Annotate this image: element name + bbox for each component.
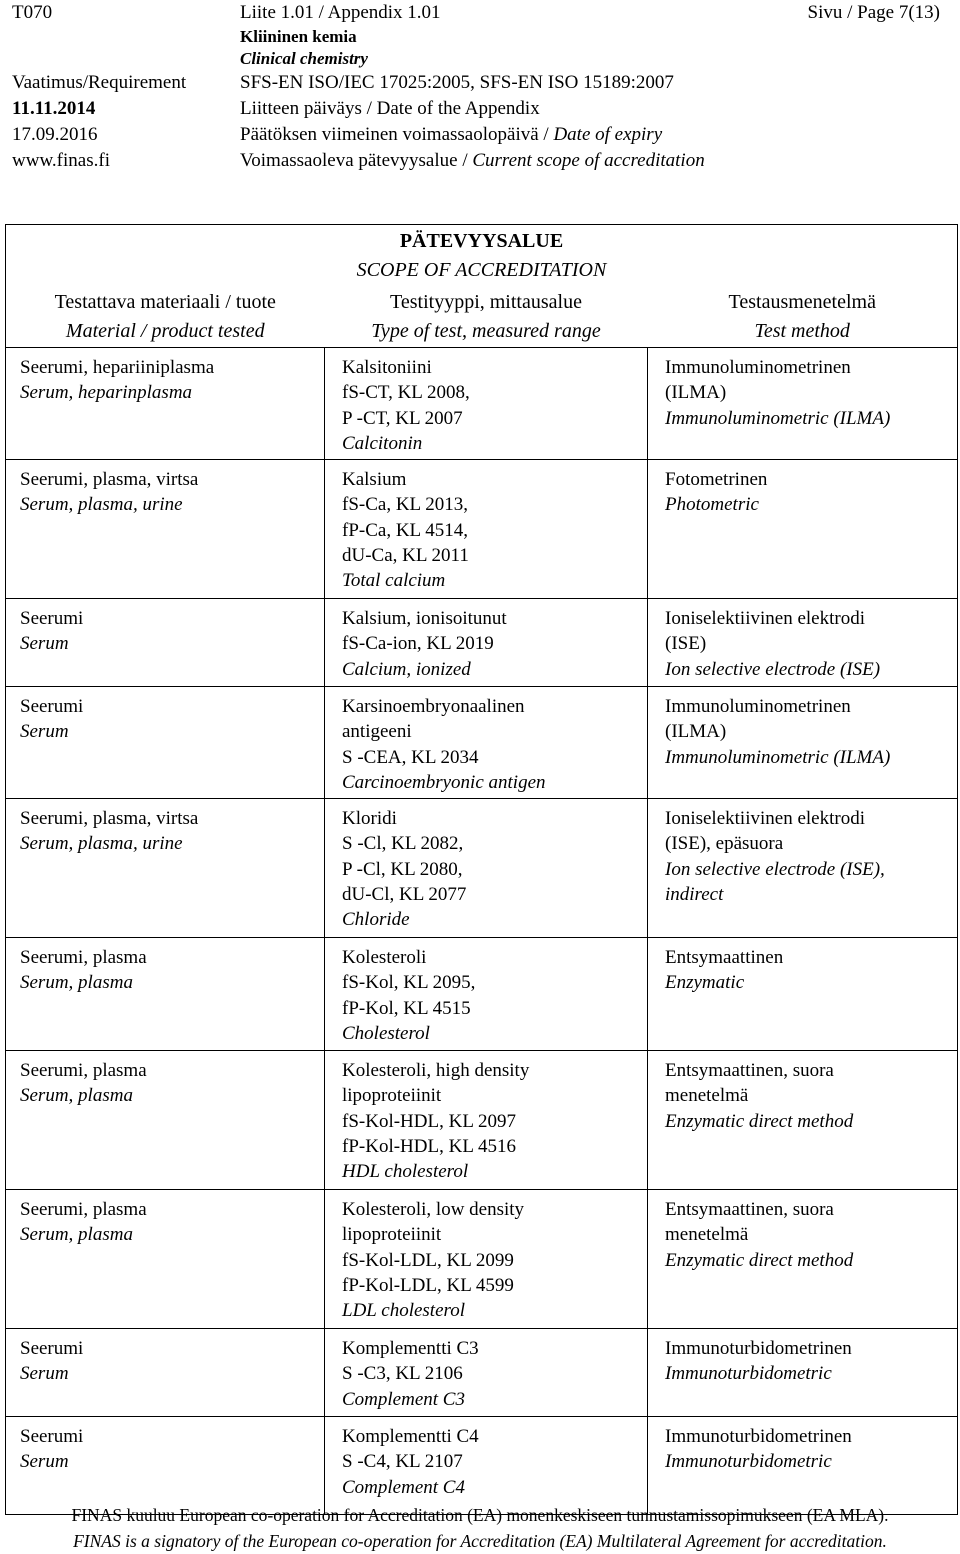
cell-line: Photometric [665, 494, 759, 516]
cell-line: Immunoluminometrinen [665, 696, 851, 717]
cell-line: Karsinoembryonaalinen [342, 696, 525, 717]
table-row [6, 599, 958, 687]
method-cell [648, 1417, 958, 1515]
test-type-cell [325, 599, 648, 687]
material-cell [6, 1051, 325, 1190]
material-cell [6, 687, 325, 799]
cell-line: (ISE) [665, 633, 707, 655]
cell-line: fP-Kol, KL 4515 [342, 997, 471, 1019]
page-number: Sivu / Page 7(13) [807, 2, 940, 23]
cell-line: Serum, plasma [20, 972, 133, 994]
cell-line: (ILMA) [665, 721, 727, 743]
page-footer [0, 1502, 960, 1554]
cell-line: Fotometrinen [665, 469, 768, 490]
material-cell [6, 1329, 325, 1417]
cell-line: indirect [665, 883, 724, 905]
requirement-value: SFS-EN ISO/IEC 17025:2005, SFS-EN ISO 15189:2007 [240, 72, 674, 93]
cell-line: Calcitonin [342, 432, 423, 454]
cell-line: dU-Cl, KL 2077 [342, 883, 467, 905]
method-cell [648, 1329, 958, 1417]
cell-line: Serum, plasma [20, 1085, 133, 1107]
method-cell [648, 460, 958, 599]
cell-line: fS-Ca, KL 2013, [342, 494, 468, 516]
cell-line: Seerumi, plasma, virtsa [20, 808, 199, 829]
cell-line: Seerumi [20, 608, 84, 629]
cell-line: Complement C4 [342, 1476, 465, 1498]
cell-line: Chloride [342, 909, 410, 931]
cell-line: S -Cl, KL 2082, [342, 833, 464, 855]
cell-line: Serum [20, 721, 69, 743]
cell-line: Ion selective electrode (ISE) [665, 658, 881, 680]
cell-line: Kloridi [342, 808, 397, 829]
cell-line: Serum, plasma, urine [20, 494, 183, 516]
table-body [6, 348, 958, 1515]
table-row [6, 1329, 958, 1417]
test-type-cell [325, 938, 648, 1051]
table-row [6, 460, 958, 599]
table-row [6, 1417, 958, 1515]
cell-line: Kalsitoniini [342, 357, 432, 378]
cell-line: fP-Ca, KL 4514, [342, 519, 468, 541]
cell-line: Seerumi, plasma [20, 1199, 147, 1220]
scope-table [5, 224, 958, 1515]
method-cell [648, 348, 958, 460]
cell-line: Immunoluminometrinen [665, 357, 851, 378]
field-title-fi: Kliininen kemia [240, 27, 357, 46]
column-header-test-type: Testityyppi, mittausalue Type of test, measured range [325, 285, 648, 348]
cell-line: menetelmä [665, 1224, 749, 1246]
cell-line: Enzymatic direct method [665, 1249, 854, 1271]
appendix-label: Liite 1.01 / Appendix 1.01 [240, 2, 441, 23]
column-header-material: Testattava materiaali / tuote Material / product tested [6, 285, 325, 348]
method-cell [648, 687, 958, 799]
test-type-cell [325, 799, 648, 938]
method-cell [648, 599, 958, 687]
cell-line: Immunoturbidometric [665, 1451, 832, 1473]
cell-line: LDL cholesterol [342, 1300, 465, 1322]
cell-line: Entsymaattinen, suora [665, 1060, 834, 1081]
cell-line: P -Cl, KL 2080, [342, 858, 463, 880]
cell-line: Serum [20, 633, 69, 655]
website-link[interactable]: www.finas.fi [12, 150, 110, 171]
cell-line: fS-Ca-ion, KL 2019 [342, 633, 494, 655]
cell-line: Calcium, ionized [342, 658, 471, 680]
material-cell [6, 799, 325, 938]
cell-line: HDL cholesterol [342, 1161, 469, 1183]
document-code: T070 [12, 2, 53, 23]
cell-line: Ion selective electrode (ISE), [665, 858, 885, 880]
scope-label: Voimassaoleva pätevyysalue / Current scope of accreditation [240, 150, 705, 171]
cell-line: Complement C3 [342, 1388, 465, 1410]
cell-line: Seerumi [20, 1338, 84, 1359]
appendix-date: 11.11.2014 [12, 98, 96, 119]
cell-line: Kolesteroli, low density [342, 1199, 525, 1220]
material-cell [6, 1190, 325, 1329]
expiry-date: 17.09.2016 [12, 124, 98, 145]
cell-line: Seerumi, plasma [20, 1060, 147, 1081]
cell-line: Enzymatic [665, 972, 745, 994]
cell-line: fS-Kol, KL 2095, [342, 972, 476, 994]
table-row [6, 1051, 958, 1190]
test-type-cell [325, 348, 648, 460]
cell-line: Carcinoembryonic antigen [342, 771, 546, 793]
footer-line-fi: FINAS kuuluu European co-operation for Accreditation (EA) monenkeskiseen tunnustamissopimukseen (EA MLA). [71, 1505, 889, 1525]
cell-line: (ILMA) [665, 382, 727, 404]
cell-line: (ISE), epäsuora [665, 833, 784, 855]
field-title-en: Clinical chemistry [240, 49, 368, 68]
material-cell [6, 460, 325, 599]
material-cell [6, 1417, 325, 1515]
cell-line: Immunoluminometric (ILMA) [665, 746, 891, 768]
material-cell [6, 348, 325, 460]
method-cell [648, 1190, 958, 1329]
cell-line: Kolesteroli, high density [342, 1060, 530, 1081]
footer-line-en: FINAS is a signatory of the European co-operation for Accreditation (EA) Multilateral Agreement for accreditation. [73, 1531, 887, 1551]
cell-line: lipoproteiinit [342, 1085, 442, 1107]
cell-line: Enzymatic direct method [665, 1110, 854, 1132]
table-row [6, 1190, 958, 1329]
cell-line: Entsymaattinen, suora [665, 1199, 834, 1220]
test-type-cell [325, 1417, 648, 1515]
cell-line: Immunoturbidometrinen [665, 1426, 852, 1447]
cell-line: fS-Kol-HDL, KL 2097 [342, 1110, 516, 1132]
table-row [6, 799, 958, 938]
table-title: PÄTEVYYSALUE SCOPE OF ACCREDITATION [6, 225, 958, 286]
cell-line: Entsymaattinen [665, 947, 784, 968]
table-row [6, 348, 958, 460]
method-cell [648, 938, 958, 1051]
cell-line: menetelmä [665, 1085, 749, 1107]
cell-line: Seerumi, hepariiniplasma [20, 357, 215, 378]
appendix-date-label: Liitteen päiväys / Date of the Appendix [240, 98, 540, 119]
cell-line: Cholesterol [342, 1022, 430, 1044]
cell-line: Immunoturbidometrinen [665, 1338, 852, 1359]
table-row [6, 938, 958, 1051]
cell-line: Serum, plasma [20, 1224, 133, 1246]
test-type-cell [325, 1190, 648, 1329]
cell-line: P -CT, KL 2007 [342, 407, 463, 429]
cell-line: Ioniselektiivinen elektrodi [665, 808, 865, 829]
cell-line: Serum [20, 1451, 69, 1473]
cell-line: S -C4, KL 2107 [342, 1451, 463, 1473]
cell-line: Serum, plasma, urine [20, 833, 183, 855]
cell-line: lipoproteiinit [342, 1224, 442, 1246]
cell-line: Immunoturbidometric [665, 1363, 832, 1385]
cell-line: Komplementti C3 [342, 1338, 479, 1359]
cell-line: Seerumi [20, 1426, 84, 1447]
cell-line: Ioniselektiivinen elektrodi [665, 608, 865, 629]
cell-line: Seerumi, plasma [20, 947, 147, 968]
column-header-method: Testausmenetelmä Test method [648, 285, 958, 348]
cell-line: dU-Ca, KL 2011 [342, 544, 469, 566]
cell-line: Kalsium, ionisoitunut [342, 608, 507, 629]
cell-line: S -CEA, KL 2034 [342, 746, 479, 768]
test-type-cell [325, 1051, 648, 1190]
test-type-cell [325, 1329, 648, 1417]
cell-line: Immunoluminometric (ILMA) [665, 407, 891, 429]
material-cell [6, 938, 325, 1051]
cell-line: Seerumi [20, 696, 84, 717]
cell-line: fP-Kol-LDL, KL 4599 [342, 1274, 514, 1296]
cell-line: S -C3, KL 2106 [342, 1363, 463, 1385]
material-cell [6, 599, 325, 687]
cell-line: antigeeni [342, 721, 412, 743]
cell-line: Komplementti C4 [342, 1426, 479, 1447]
expiry-date-label: Päätöksen viimeinen voimassaolopäivä / Date of expiry [240, 124, 663, 145]
cell-line: Total calcium [342, 570, 446, 592]
method-cell [648, 1051, 958, 1190]
cell-line: fS-Kol-LDL, KL 2099 [342, 1249, 514, 1271]
cell-line: Serum [20, 1363, 69, 1385]
cell-line: Seerumi, plasma, virtsa [20, 469, 199, 490]
cell-line: Serum, heparinplasma [20, 382, 193, 404]
cell-line: fP-Kol-HDL, KL 4516 [342, 1135, 516, 1157]
cell-line: Kolesteroli [342, 947, 427, 968]
test-type-cell [325, 687, 648, 799]
method-cell [648, 799, 958, 938]
cell-line: fS-CT, KL 2008, [342, 382, 470, 404]
table-row [6, 687, 958, 799]
requirement-label: Vaatimus/Requirement [12, 72, 187, 93]
test-type-cell [325, 460, 648, 599]
cell-line: Kalsium [342, 469, 407, 490]
